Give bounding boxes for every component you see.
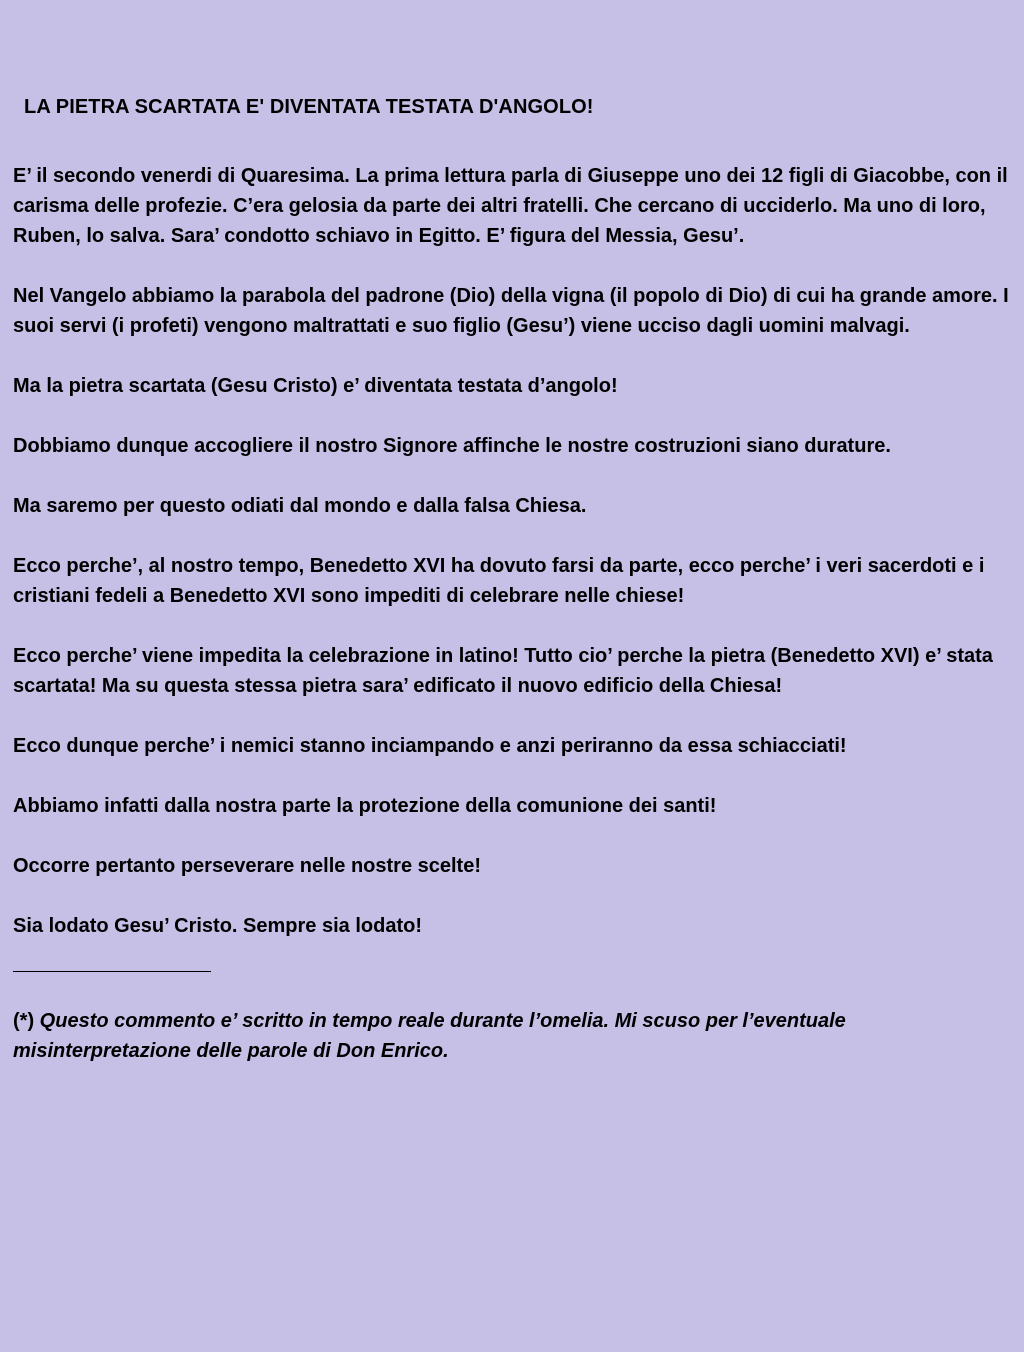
paragraph-5: Ma saremo per questo odiati dal mondo e dalla falsa Chiesa. (13, 495, 587, 517)
paragraph-10: Occorre pertanto perseverare nelle nostre scelte! (13, 855, 481, 877)
paragraph-4: Dobbiamo dunque accogliere il nostro Signore affinche le nostre costruzioni siano durature. (13, 435, 891, 457)
paragraph-3: Ma la pietra scartata (Gesu Cristo) e’ diventata testata d’angolo! (13, 375, 618, 397)
article-title: LA PIETRA SCARTATA E' DIVENTATA TESTATA D'ANGOLO! (24, 96, 594, 118)
paragraph-7: Ecco perche’ viene impedita la celebrazione in latino! Tutto cio’ perche la pietra (Benedetto XVI) e’ stata scartata! Ma su questa stessa pietra sara’ edificato il nuovo edificio della Chiesa! (13, 645, 993, 697)
article-body (13, 161, 1013, 1066)
paragraph-1: E’ il secondo venerdi di Quaresima. La prima lettura parla di Giuseppe uno dei 12 figli di Giacobbe, con il carisma delle profezie. C’era gelosia da parte dei altri fratelli. Che cercano di ucciderlo. Ma uno di loro, Ruben, lo salva. Sara’ condotto schiavo in Egitto. E’ figura del Messia, Gesu’. (13, 165, 1008, 247)
footnote-divider (13, 971, 211, 972)
paragraph-8: Ecco dunque perche’ i nemici stanno inciampando e anzi periranno da essa schiacciati! (13, 735, 847, 757)
footnote-text: Questo commento e’ scritto in tempo reale durante l’omelia. Mi scuso per l’eventuale misinterpretazione delle parole di Don Enrico. (13, 1010, 846, 1062)
footnote (13, 1006, 1013, 1066)
paragraph-6: Ecco perche’, al nostro tempo, Benedetto XVI ha dovuto farsi da parte, ecco perche’ i veri sacerdoti e i cristiani fedeli a Benedetto XVI sono impediti di celebrare nelle chiese! (13, 555, 985, 607)
footnote-marker: (*) (13, 1010, 35, 1032)
paragraph-11: Sia lodato Gesu’ Cristo. Sempre sia lodato! (13, 915, 422, 937)
paragraph-9: Abbiamo infatti dalla nostra parte la protezione della comunione dei santi! (13, 795, 717, 817)
paragraph-2: Nel Vangelo abbiamo la parabola del padrone (Dio) della vigna (il popolo di Dio) di cui ha grande amore. I suoi servi (i profeti) vengono maltrattati e suo figlio (Gesu’) viene ucciso dagli uomini malvagi. (13, 285, 1009, 337)
